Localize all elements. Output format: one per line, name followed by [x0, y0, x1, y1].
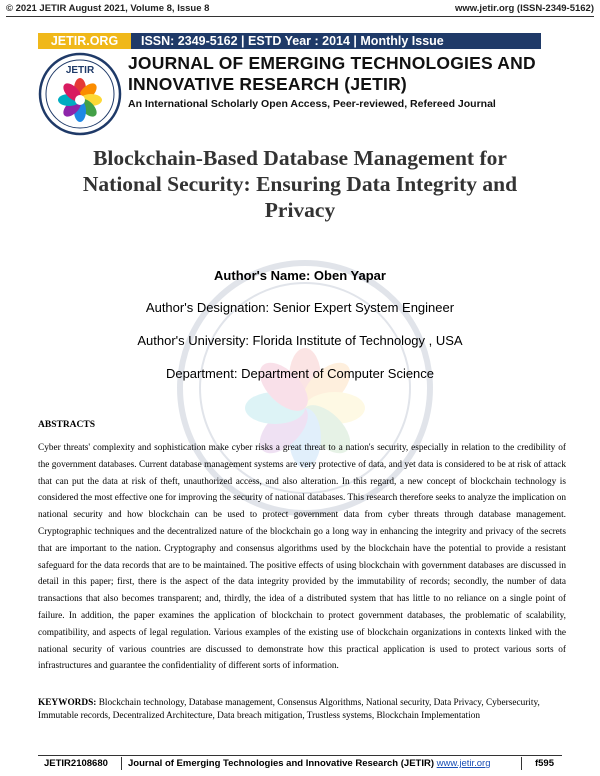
jetir-logo-icon: [38, 52, 122, 136]
title-line-3: Privacy: [264, 198, 336, 222]
running-header: [6, 3, 594, 15]
footer-paper-id: JETIR2108680: [44, 758, 108, 769]
journal-banner: [38, 33, 541, 49]
footer-rule: [38, 755, 562, 756]
journal-name-line2: INNOVATIVE RESEARCH (JETIR): [128, 74, 407, 94]
brand-tag: JETIR.ORG: [38, 33, 131, 49]
footer-website-link[interactable]: www.jetir.org: [436, 758, 491, 769]
page-footer: [38, 757, 562, 771]
header-website-issn: www.jetir.org (ISSN-2349-5162): [454, 3, 594, 14]
issn-strip: ISSN: 2349-5162 | ESTD Year : 2014 | Monthly Issue: [141, 34, 444, 48]
header-rule: [6, 16, 594, 17]
abstract-heading: ABSTRACTS: [38, 420, 96, 430]
journal-subtitle: An International Scholarly Open Access, Peer-reviewed, Refereed Journal: [128, 98, 496, 110]
keywords-text: Blockchain technology, Database management, Consensus Algorithms, National security, Data Privacy, Cybersecurity, Immutable records, Decentralized Architecture, Data breach mitigation, Trustless systems, Blockchain Implementation: [38, 698, 540, 721]
footer-page-number: f595: [534, 758, 554, 769]
paper-title: [40, 145, 560, 223]
title-line-2: National Security: Ensuring Data Integrity and: [82, 172, 518, 196]
keywords: [38, 697, 566, 722]
footer-separator: [121, 757, 122, 770]
keywords-label: KEYWORDS:: [38, 698, 97, 708]
title-line-1: Blockchain-Based Database Management for: [93, 146, 507, 170]
author-department: Department: Department of Computer Science: [165, 366, 435, 381]
journal-name-line1: JOURNAL OF EMERGING TECHNOLOGIES AND: [128, 53, 536, 73]
footer-journal: [128, 758, 491, 769]
author-designation: Author's Designation: Senior Expert System Engineer: [145, 300, 455, 315]
journal-name: [128, 53, 568, 95]
footer-separator-2: [521, 757, 522, 770]
footer-journal-name: Journal of Emerging Technologies and Innovative Research (JETIR): [128, 758, 434, 769]
abstract-body: Cyber threats' complexity and sophistication make cyber risks a great threat to a nation's security, especially in relation to the credibility of the government databases. Current database management systems are very protective of data, and yet data is considered to be at risk of attack that can put the data at risk of theft, unauthorized access, and also alteration. In this regard, a new concept of blockchain technology is considered the most effective one for improving the security of national databases. This research therefore seeks to analyze the implication on national security and how blockchain can be used to protect government data from cyber threats through database management. Cryptographic techniques and the decentralized nature of the blockchain go a long way in enhancing the integrity and privacy of the secrets that are important to the nation. Cryptography and consensus algorithms used by the blockchain have the potential to provide a resistant safeguard for the data records that are to be maintained. The positive effects of using blockchain with government databases are discussed in detail in this paper; first, there is the aspect of the data integrity provided by the immutability of records; secondly, the number of data transactions that also becomes transparent; and, thirdly, the idea of a distributed system that has little to no reliance on a single point of failure. In addition, the paper examines the application of blockchain to protect government databases, the problematic of scalability, compatibility, and aspects of legal regulation. Various examples of the existing use of blockchain organizations in contexts linked with the national security of various countries are discussed to demonstrate how this practical application is used to protect various sorts of infrastructures and guarantee the confidentiality of different sorts of information.: [38, 443, 566, 672]
header-issue-info: © 2021 JETIR August 2021, Volume 8, Issue 8: [6, 3, 210, 14]
author-name: Author's Name: Oben Yapar: [214, 268, 386, 283]
author-university: Author's University: Florida Institute of Technology , USA: [137, 333, 463, 348]
logo-text: JETIR: [65, 65, 95, 76]
